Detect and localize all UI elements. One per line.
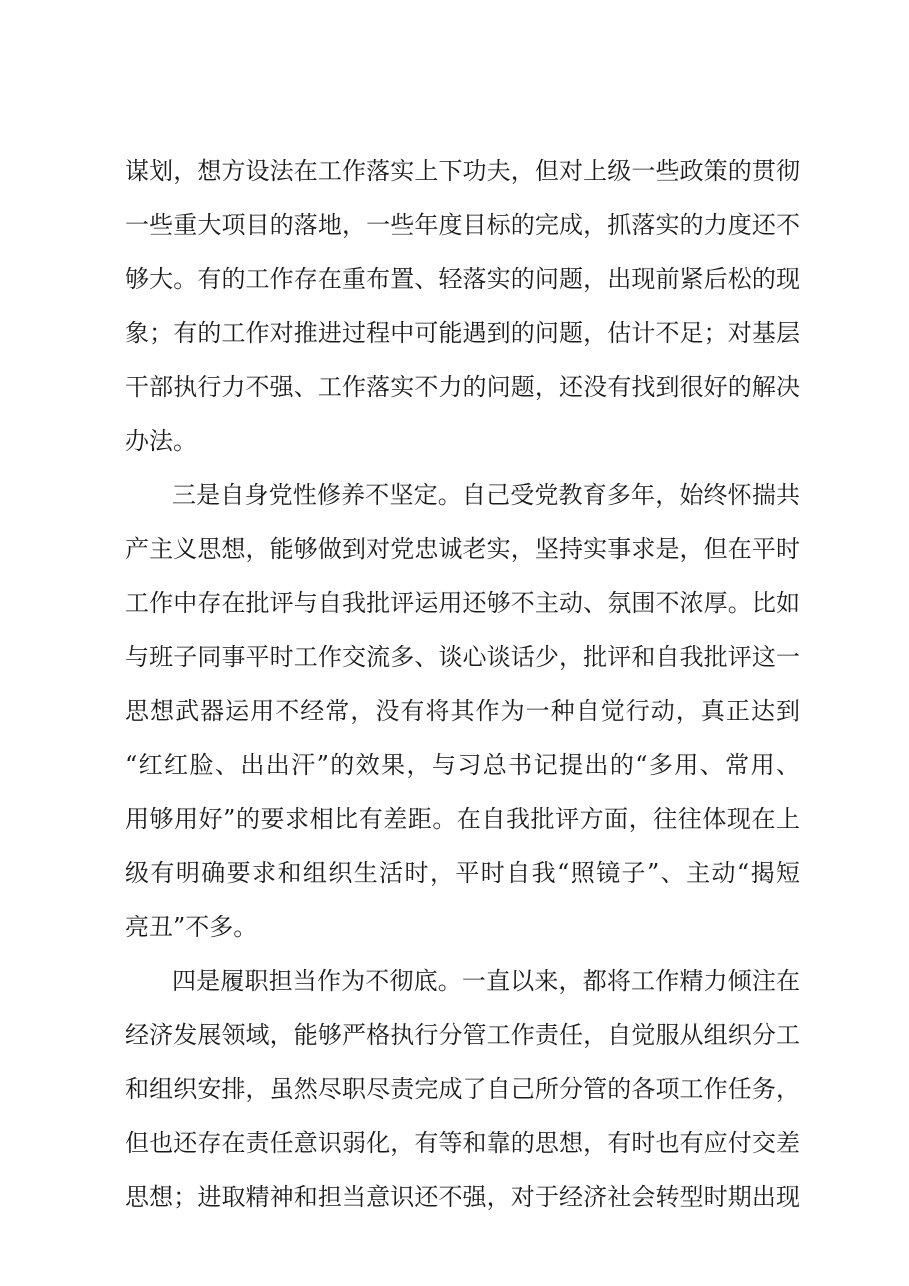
- text-line: 思想；进取精神和担当意识还不强，对于经济社会转型时期出现: [125, 1183, 800, 1211]
- text-line: 谋划，想方设法在工作落实上下功夫，但对上级一些政策的贯彻: [125, 157, 800, 185]
- paragraph-start-line: 四是履职担当作为不彻底。一直以来，都将工作精力倾注在: [172, 967, 800, 995]
- paragraph-start-line: 三是自身党性修养不坚定。自己受党教育多年，始终怀揣共: [172, 481, 800, 509]
- text-line: “红红脸、出出汗”的效果，与习总书记提出的“多用、常用、: [125, 751, 800, 779]
- text-line: 与班子同事平时工作交流多、谈心谈话少，批评和自我批评这一: [125, 643, 800, 671]
- text-line: 办法。: [125, 427, 197, 455]
- text-line: 产主义思想，能够做到对党忠诚老实，坚持实事求是，但在平时: [125, 535, 800, 563]
- text-line: 经济发展领域，能够严格执行分管工作责任，自觉服从组织分工: [125, 1021, 800, 1049]
- text-line: 工作中存在批评与自我批评运用还够不主动、氛围不浓厚。比如: [125, 589, 800, 617]
- text-line: 级有明确要求和组织生活时，平时自我“照镜子”、主动“揭短: [125, 859, 800, 887]
- text-line: 思想武器运用不经常，没有将其作为一种自觉行动，真正达到: [125, 697, 800, 725]
- text-line: 亮丑”不多。: [125, 913, 258, 941]
- text-line: 象；有的工作对推进过程中可能遇到的问题，估计不足；对基层: [125, 319, 800, 347]
- text-line: 干部执行力不强、工作落实不力的问题，还没有找到很好的解决: [125, 373, 800, 401]
- text-line: 够大。有的工作存在重布置、轻落实的问题，出现前紧后松的现: [125, 265, 800, 293]
- text-line: 和组织安排，虽然尽职尽责完成了自己所分管的各项工作任务，: [125, 1075, 800, 1103]
- text-line: 但也还存在责任意识弱化，有等和靠的思想，有时也有应付交差: [125, 1129, 800, 1157]
- text-line: 用够用好”的要求相比有差距。在自我批评方面，往往体现在上: [125, 805, 800, 833]
- text-line: 一些重大项目的落地，一些年度目标的完成，抓落实的力度还不: [125, 211, 800, 239]
